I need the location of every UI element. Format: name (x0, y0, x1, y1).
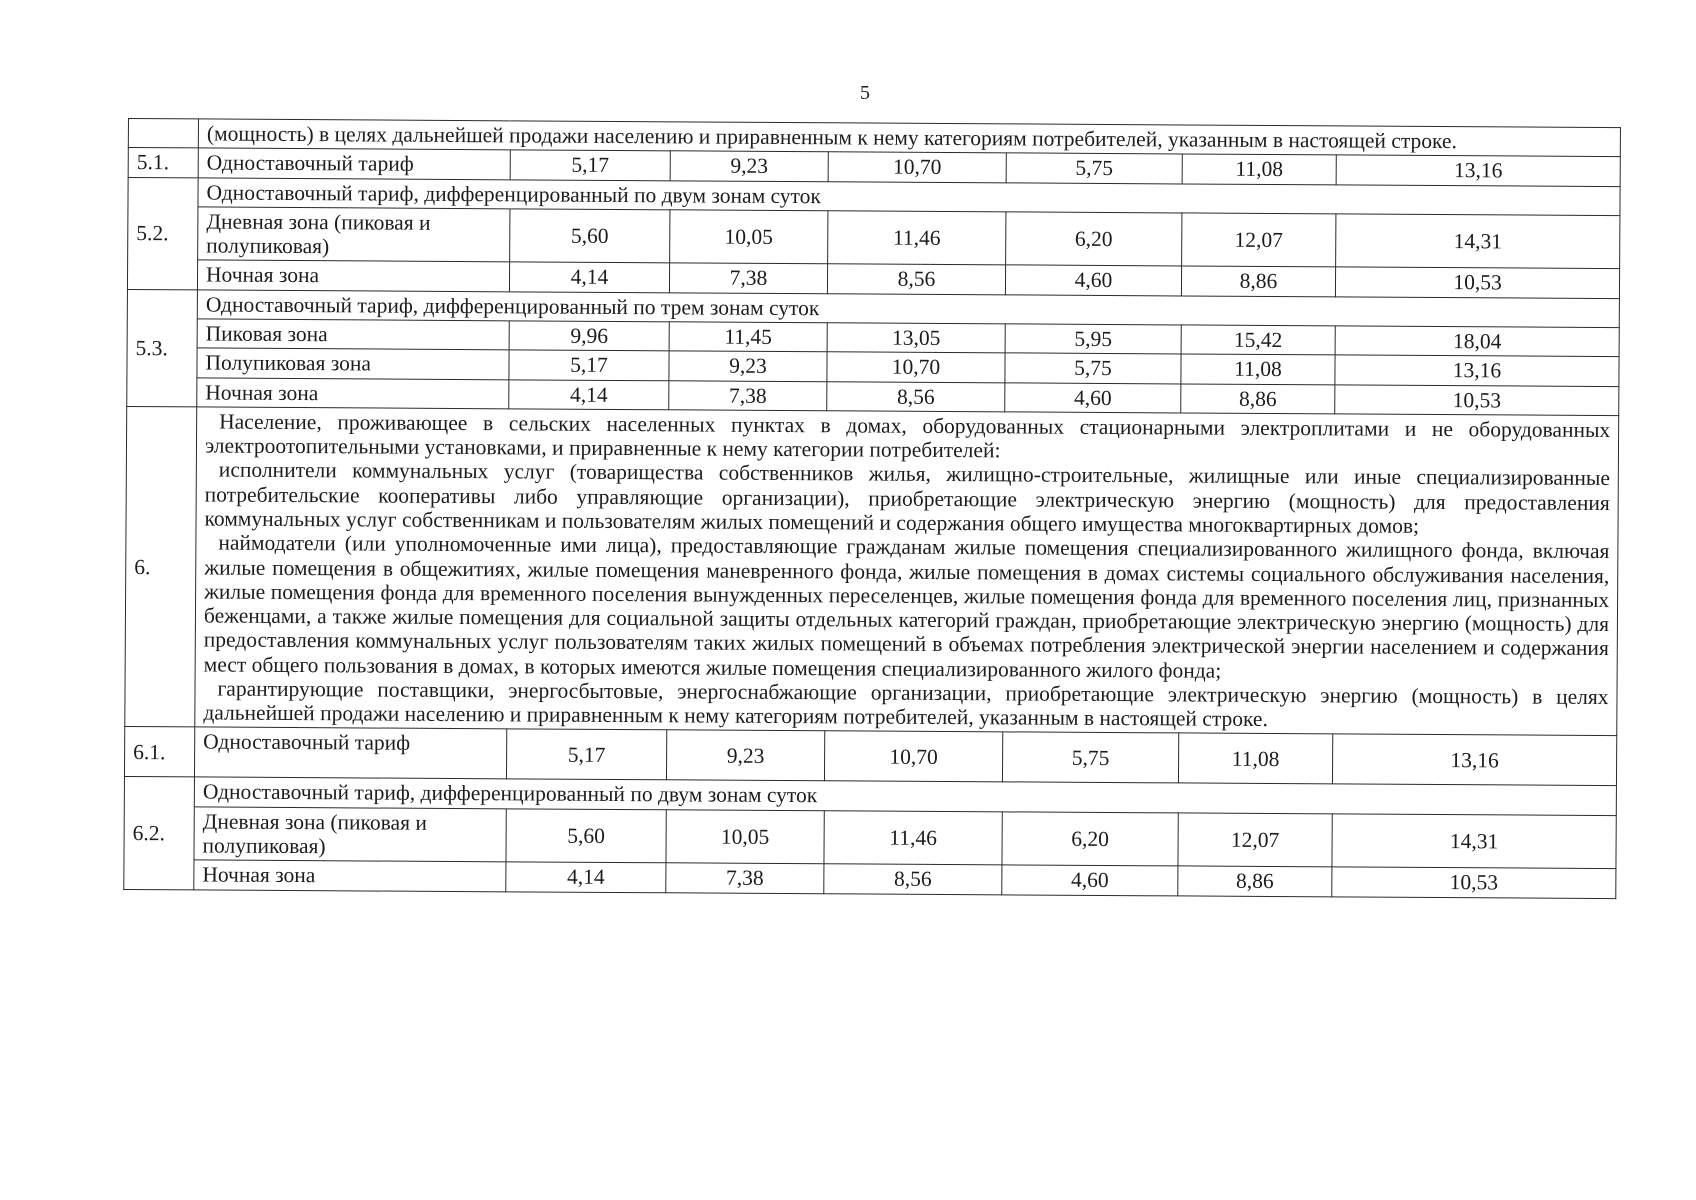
page-number: 5 (860, 82, 870, 104)
row-header: Одноставочный тариф, дифференцированный по трем зонам суток (197, 290, 1619, 328)
tariff-value: 7,38 (666, 863, 824, 893)
tariff-value: 6,20 (1006, 212, 1182, 267)
tariff-value: 14,31 (1332, 814, 1616, 869)
paragraph: Население, проживающее в сельских населенных пунктах в домах, оборудованных стационарными электроплитами и не оборудованных электроотопительными установками, и приравненные к нему категории потребителей: (204, 409, 1611, 463)
paragraph: наймодатели (или уполномоченные ими лица), предоставляющие гражданам жилые помещения специализированного жилищного фонда, включая жилые помещения в общежитиях, жилые помещения маневренного фонда, жилые помещения в домах системы социального обслуживания населения, жилые помещения фонда для временного поселения вынужденных переселенцев, жилые помещения фонда для временного поселения лиц, признанных беженцами, а также жилые помещения для социальной защиты отдельных категорий граждан, приобретающие электрическую энергию (мощность) для предоставления коммунальных услуг пользователям таких жилых помещений в объемах потребления электрической энергии населением и содержания мест общего пользования в домах, в которых имеются жилые помещения специализированного жилого фонда; (203, 530, 1610, 683)
tariff-value: 8,56 (827, 264, 1005, 294)
row-label: Ночная зона (197, 260, 509, 291)
tariff-value: 10,05 (666, 810, 824, 865)
paragraph: исполнители коммунальных услуг (товарищества собственников жилья, жилищно-строительные, жилищные или иные специализированные потребительские кооперативы либо управляющие организации), приобретающие электрическую энергию (мощность) для предоставления коммунальных услуг собственникам и пользователям жилых помещений и содержания общего имущества многоквартирных домов; (204, 457, 1610, 538)
tariff-value: 10,53 (1332, 867, 1616, 898)
tariff-value: 4,14 (506, 862, 666, 892)
tariff-value: 9,23 (669, 351, 827, 381)
row-number: 5.1. (128, 148, 198, 178)
tariff-value: 12,07 (1178, 813, 1332, 868)
tariff-value: 7,38 (669, 380, 827, 410)
tariff-value: 13,05 (827, 323, 1005, 353)
tariff-value: 18,04 (1335, 326, 1619, 357)
row-label: Полупиковая зона (197, 348, 509, 379)
tariff-value: 11,08 (1178, 733, 1332, 784)
tariff-value: 13,16 (1335, 355, 1619, 386)
tariff-value: 8,56 (824, 864, 1002, 894)
table-row-6-2-day (124, 806, 1616, 869)
tariff-value: 11,08 (1181, 354, 1335, 384)
tariff-value: 8,86 (1181, 383, 1335, 413)
continuation-text: (мощность) в целях дальнейшей продажи населению и приравненным к нему категориям потребителей, указанным в настоящей строке. (198, 119, 1620, 157)
row-number: 5.2. (127, 177, 198, 290)
row-number-empty (128, 119, 198, 149)
tariff-value: 5,95 (1005, 324, 1181, 354)
row-label: Дневная зона (пиковая и полупиковая) (198, 207, 510, 262)
tariff-value: 9,23 (666, 730, 824, 781)
row-number: 6.2. (124, 777, 195, 890)
tariff-value: 15,42 (1181, 325, 1335, 355)
paragraph: гарантирующие поставщики, энергосбытовые, энергоснабжающие организации, приобретающие электрическую энергию (мощность) в целях дальнейшей продажи населению и приравненным к нему категориям потребителей, указанным в настоящей строке. (203, 676, 1609, 732)
tariff-value: 11,46 (824, 811, 1002, 866)
table-row-5-2-day (128, 206, 1620, 269)
tariff-value: 11,08 (1182, 154, 1336, 184)
tariff-value: 5,75 (1005, 353, 1181, 383)
tariff-value: 10,70 (827, 352, 1005, 382)
tariff-value: 9,96 (509, 321, 669, 351)
tariff-value: 12,07 (1182, 213, 1336, 268)
tariff-value: 5,17 (509, 350, 669, 380)
tariff-value: 8,56 (827, 381, 1005, 411)
tariff-value: 14,31 (1336, 214, 1620, 269)
row-label: Пиковая зона (197, 319, 509, 350)
row-label: Одноставочный тариф (198, 148, 510, 179)
tariff-value: 7,38 (669, 263, 827, 293)
tariff-value: 11,45 (669, 322, 827, 352)
table-row-6 (125, 406, 1619, 736)
tariff-value: 13,16 (1336, 155, 1620, 186)
tariff-value: 10,53 (1335, 384, 1619, 415)
tariff-value: 10,70 (828, 152, 1006, 182)
tariff-value: 4,14 (509, 379, 669, 409)
tariff-value: 11,46 (828, 211, 1006, 266)
row-label: Дневная зона (пиковая и полупиковая) (194, 807, 506, 862)
row-number: 5.3. (127, 289, 198, 407)
tariff-value: 5,17 (506, 729, 666, 780)
tariff-value: 5,75 (1002, 732, 1178, 783)
tariff-value: 5,75 (1006, 153, 1182, 183)
tariff-value: 10,05 (670, 210, 828, 265)
tariff-value: 6,20 (1002, 812, 1178, 867)
tariff-value: 9,23 (670, 151, 828, 181)
table-row-6-1 (124, 727, 1616, 786)
tariff-value: 8,86 (1178, 866, 1332, 896)
row-label: Одноставочный тариф (194, 727, 506, 779)
row-header: Одноставочный тариф, дифференцированный по двум зонам суток (194, 777, 1616, 815)
row-number: 6.1. (124, 727, 194, 777)
tariff-value: 13,16 (1332, 734, 1616, 786)
category-description (195, 407, 1619, 736)
tariff-value: 4,14 (509, 262, 669, 292)
row-number: 6. (125, 406, 197, 727)
tariff-value: 4,60 (1002, 865, 1178, 895)
tariff-value: 4,60 (1005, 382, 1181, 412)
tariff-value: 5,60 (510, 209, 670, 264)
tariff-table (123, 118, 1621, 899)
row-label: Ночная зона (194, 860, 506, 891)
tariff-value: 5,17 (510, 150, 670, 180)
tariff-value: 10,53 (1335, 267, 1619, 298)
tariff-value: 8,86 (1181, 266, 1335, 296)
tariff-value: 4,60 (1005, 265, 1181, 295)
row-label: Ночная зона (197, 377, 509, 408)
row-header: Одноставочный тариф, дифференцированный по двум зонам суток (198, 177, 1620, 215)
tariff-value: 5,60 (506, 809, 666, 864)
tariff-value: 10,70 (824, 731, 1002, 782)
